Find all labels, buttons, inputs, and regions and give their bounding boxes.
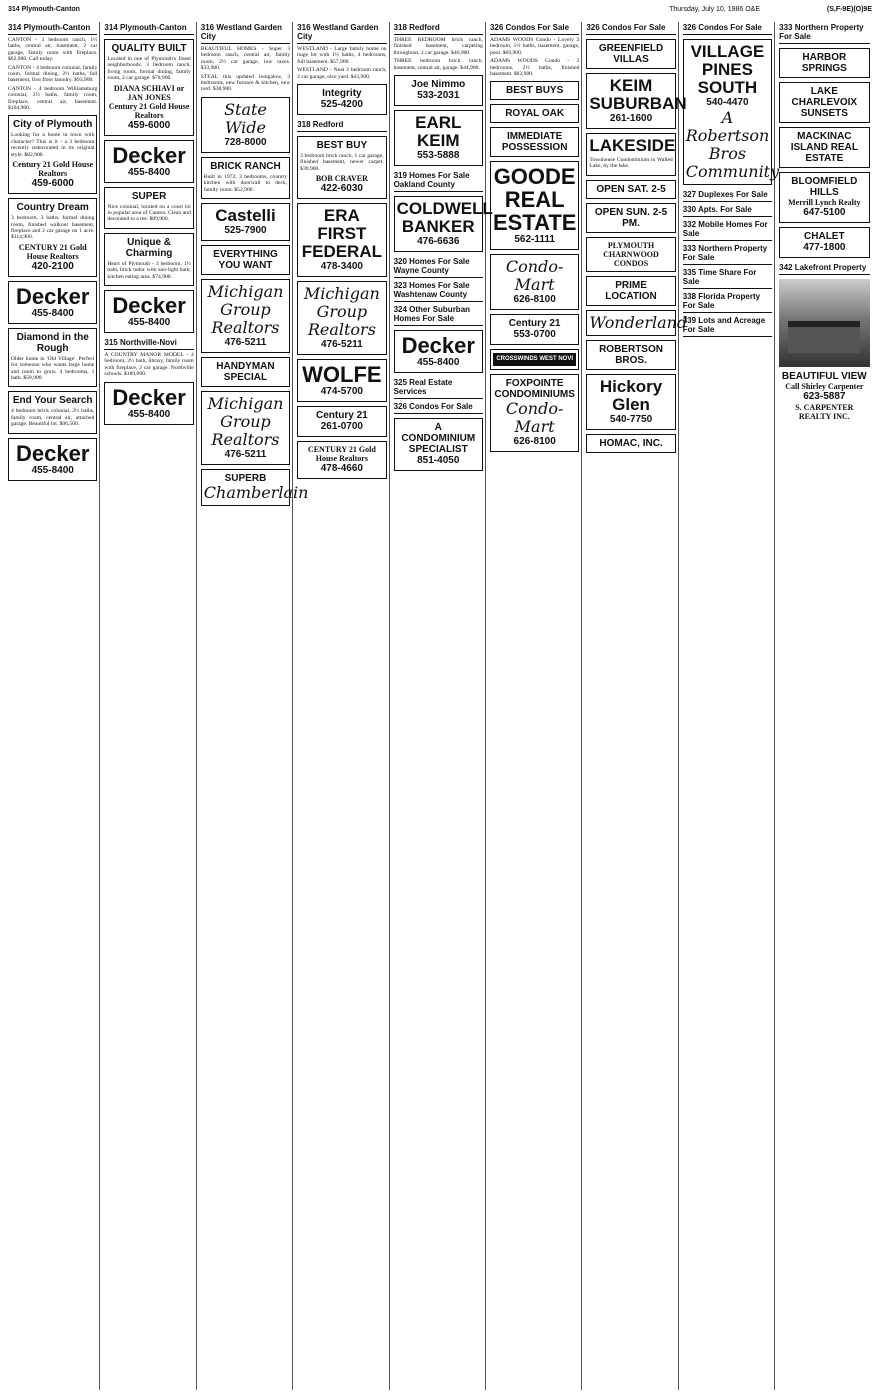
column-heading: 326 Condos For Sale [490,22,579,35]
ad-headline: Diamond in the Rough [16,331,89,354]
ad-phone: 553-0700 [513,329,556,341]
ad-brand: ROBERTSON BROS. [599,343,663,366]
display-ad [394,330,483,373]
display-ad [779,48,869,78]
ad-brand: A Robertson Bros Community [685,108,780,181]
display-ad [586,276,675,306]
masthead-section: 314 Plymouth-Canton [8,6,80,13]
ad-headline: BEST BUY [316,140,368,152]
column-heading: 318 Redford [394,22,483,35]
ad-brand: Century 21 Gold House Realtors [12,160,94,179]
display-ad [490,127,579,157]
display-ad [490,314,579,345]
ad-phone: 455-8400 [127,408,171,420]
listing: ADAMS WOODS Condo - Lovely 2 bedroom, 1½ baths, basement, garage, pool. $69,900. [489,37,580,56]
ad-brand: Century 21 Gold House Realtors [108,101,190,120]
ad-phone: 476-6636 [417,236,460,248]
display-ad [8,391,97,433]
ad-brand: Century 21 [508,318,561,330]
ad-phone: 728-8000 [224,136,267,148]
ad-headline: City of Plymouth [12,119,93,131]
column-heading: 333 Northern Property For Sale [683,243,772,265]
display-ad [586,39,675,69]
column-heading: 339 Lots and Acreage For Sale [683,315,772,337]
ad-phone: 477-1800 [803,242,846,253]
photo-caption: BEAUTIFUL VIEW [781,371,867,382]
display-ad [297,136,386,199]
ad-brand: Decker [16,283,90,309]
column-8 [681,22,780,1390]
display-ad [104,382,193,425]
display-ad [779,227,869,258]
column-heading: 320 Homes For Sale Wayne County [394,256,483,278]
ad-headline: BRICK RANCH [210,160,281,172]
ad-brand: Wonderland [589,312,688,332]
ad-headline: MACKINAC ISLAND REAL ESTATE [790,131,858,164]
ad-headline: LAKE CHARLEVOIX SUNSETS [791,86,858,119]
ad-phone: 455-8400 [31,464,74,476]
display-ad [490,349,579,370]
ad-brand: EARL KEIM [415,113,462,151]
display-ad [8,281,97,324]
ad-brand: Call Shirley Carpenter [785,382,864,391]
ad-phone: 525-4200 [320,99,363,111]
ad-brand: Hickory Glen [599,376,663,414]
ad-brand: Decker [401,333,475,359]
ad-phone: 455-8400 [127,317,171,329]
ad-text: Looking for a home in town with character? This is it - a 3 bedroom recently redecorated in its original style. $82,900. [11,132,95,158]
display-ad [297,406,386,437]
ad-phone: 476-5211 [224,337,267,349]
column-heading: 326 Condos For Sale [586,22,675,35]
ad-phone: 261-0700 [320,421,363,433]
ad-headline: Condo-Mart [505,257,564,295]
display-ad [586,237,675,272]
ad-phone: 626-8100 [513,294,556,306]
listing: CANTON - 4 bedroom Williamsburg colonial, 2½ baths, family room, fireplace, central air, basement. $104,900. [8,85,98,112]
ad-brand: COLDWELL BANKER [396,199,493,237]
display-ad [779,172,869,223]
ad-brand: Michigan Group Realtors [207,394,284,450]
column-heading: 324 Other Suburban Homes For Sale [394,304,483,326]
display-ad [104,140,193,183]
ad-brand: State Wide [224,99,267,137]
display-ad [297,441,386,479]
ad-headline: SUPERB [224,473,267,485]
column-heading: 326 Condos For Sale [683,22,772,35]
display-ad [490,81,579,100]
display-ad [104,187,193,229]
display-ad [586,374,675,430]
ad-phone: 478-4660 [320,463,363,475]
display-ad [490,161,579,250]
ad-brand: Integrity [322,88,362,100]
ad-phone: 623-5887 [803,391,846,402]
display-ad [586,340,675,370]
ad-text: Nice colonial, located on a court lot in popular area of Canton. Clean and decorated to a tee. $89,900. [107,203,191,223]
column-7 [584,22,688,1390]
listing: A COUNTRY MANOR MODEL - 4 bedroom, 2½ bath, library, family room with fireplace, 2 car garage. Northville schools. $189,000. [104,352,194,378]
ad-headline: BLOOMFIELD HILLS [791,176,858,198]
ad-brand: Castelli [215,206,276,226]
column-heading: 338 Florida Property For Sale [683,291,772,313]
ad-phone: 459-6000 [31,178,74,190]
ad-brand: Michigan Group Realtors [207,282,284,338]
listing: CANTON - 4 bedroom colonial, family room, formal dining, 2½ baths, full basement, first floor laundry. $93,900. [8,64,98,84]
display-ad [586,203,675,233]
ad-headline: Unique & Charming [125,236,173,259]
ad-phone: 422-6030 [320,183,363,195]
ad-agent: BOB CRAVER [315,174,368,184]
listing: STEAL this updated bungalow, 3 bedrooms, new furnace & kitchen, new roof. $38,900. [200,73,291,93]
ad-brand: S. CARPENTER REALTY INC. [795,403,854,421]
ad-brand: Decker [112,293,186,319]
ad-brand: Michigan Group Realtors [303,284,380,340]
ad-headline: Country Dream [16,202,89,214]
ad-headline: IMMEDIATE POSSESSION [501,131,568,154]
display-ad [8,115,97,194]
display-ad [201,97,290,153]
display-ad [8,198,97,277]
ad-headline: VILLAGE PINES SOUTH [690,42,765,97]
ad-headline: EVERYTHING YOU WANT [213,249,278,272]
ad-brand: CENTURY 21 Gold House Realtors [307,445,376,464]
ad-headline: PRIME LOCATION [605,279,657,302]
columns-container [6,22,874,1390]
column-heading: 316 Westland Garden City [201,22,290,44]
ad-brand: PLYMOUTH CHARNWOOD CONDOS [603,240,659,268]
column-heading: 314 Plymouth-Canton [8,22,97,35]
ad-brand: Decker [16,440,90,466]
column-heading: 332 Mobile Homes For Sale [683,219,772,241]
ad-headline: CROSSWINDS WEST NOVI [493,353,576,366]
display-ad [201,279,290,353]
ad-brand: HOMAC, INC. [599,437,663,449]
column-heading: 315 Northville-Novi [104,337,193,350]
column-4 [295,22,389,1390]
column-heading: 330 Apts. For Sale [683,204,772,217]
ad-brand: WOLFE [302,362,382,388]
column-heading: 327 Duplexes For Sale [683,189,772,202]
listing: WESTLAND - Neat 3 bedroom ranch, 2 car garage, nice yard. $43,900. [297,67,387,80]
listing: CANTON - 3 bedroom ranch, 1½ baths, central air, basement, 2 car garage, family room with fireplace. $62,900. Call today. [8,37,98,63]
column-heading: 335 Time Share For Sale [683,267,772,289]
display-ad [394,196,493,252]
ad-headline: LAKESIDE [589,136,676,155]
ad-brand: Decker [112,384,186,410]
display-ad [201,203,290,241]
ad-phone: 525-7900 [224,225,267,237]
listing: ADAMS WOODS Condo - 3 bedrooms, 2½ baths, finished basement. $82,900. [489,58,580,78]
column-2 [102,22,196,1390]
column-heading: 342 Lakefront Property [779,262,869,275]
column-heading: 326 Condos For Sale [394,401,483,414]
column-1 [6,22,100,1390]
ad-text: Heart of Plymouth - 3 bedroom, 1½ bath, brick tudor with sun-light bath, kitchen eating area. $74,900. [107,260,191,280]
display-ad [586,73,687,129]
display-ad [297,359,386,402]
ad-phone: 455-8400 [31,307,74,319]
display-ad [586,310,688,336]
ad-phone: 420-2100 [31,260,74,272]
ad-phone: 533-2031 [417,90,460,102]
display-ad [586,180,675,199]
ad-phone: 455-8400 [127,166,171,178]
ad-agent: DIANA SCHIAVI or JAN JONES [113,83,185,102]
display-ad [779,127,869,168]
ad-headline: OPEN SAT. 2-5 [596,183,666,195]
column-9 [777,22,871,1390]
ad-headline: GREENFIELD VILLAS [598,43,664,65]
ad-text: Townhouse Condominium in Walled Lake, by the lake. [589,157,673,170]
display-ad [8,438,97,481]
ad-headline: End Your Search [12,395,93,407]
ad-brand: ERA FIRST FEDERAL [301,206,382,262]
ad-phone: 455-8400 [417,357,460,369]
masthead-code: (S,F-9E)(O)9E [826,6,872,13]
ad-phone: 261-1600 [609,113,653,124]
column-5 [392,22,493,1390]
ad-phone: 540-4470 [706,97,749,108]
masthead-date: Thursday, July 10, 1986 O&E [669,6,760,13]
ad-phone: 478-3400 [320,261,363,273]
column-heading: 325 Real Estate Services [394,377,483,399]
display-ad [201,157,290,199]
display-ad [104,290,193,333]
ad-phone: 626-8100 [513,436,556,448]
display-ad [490,254,579,310]
ad-brand: Merrill Lynch Realty [788,198,861,207]
display-ad [586,434,675,453]
house-photo [779,279,869,367]
column-heading: 319 Homes For Sale Oakland County [394,170,483,192]
ad-phone: 562-1111 [514,234,555,246]
listing: WESTLAND - Large family home on huge lot with 1½ baths, 4 bedrooms, full basement. $57,900. [297,46,387,65]
column-3 [199,22,309,1390]
page-masthead [0,4,880,16]
display-ad [297,84,386,115]
display-ad [490,104,579,123]
ad-brand: Condo-Mart [505,399,564,437]
display-ad [394,110,483,166]
display-ad [779,82,869,123]
display-ad [683,39,780,185]
display-ad [104,233,193,286]
column-heading: 316 Westland Garden City [297,22,386,44]
ad-brand: KEIM SUBURBAN [589,76,687,113]
display-ad [201,469,309,506]
column-heading: 318 Redford [297,119,386,132]
ad-phone: 553-5888 [417,150,460,162]
listing: THREE bedroom brick ranch, basement, central air, garage. $44,900. [393,58,483,71]
column-heading: 314 Plymouth-Canton [104,22,193,35]
ad-brand: Chamberlain [203,483,309,503]
ad-phone: 647-5100 [803,207,846,218]
ad-phone: 476-5211 [224,449,267,461]
ad-headline: HANDYMAN SPECIAL [216,361,275,384]
ad-headline: OPEN SUN. 2-5 PM. [594,206,668,229]
ad-phone: 459-6000 [127,119,171,131]
ad-phone: 540-7750 [609,413,653,425]
ad-brand: Century 21 [316,410,368,422]
ad-headline: FOXPOINTE CONDOMINIUMS [494,378,575,401]
ad-headline: SUPER [131,190,167,202]
display-ad [586,133,675,176]
ad-phone: 474-5700 [320,386,363,398]
column-heading: 333 Northern Property For Sale [779,22,869,44]
ad-agent: Joe Nimmo [411,79,466,91]
ad-text: Older home in 'Old Village'. Perfect for someone who wants large home and room to grow. 4 bedrooms, 1 bath. $58,900. [11,355,95,381]
ad-phone: 851-4050 [417,455,460,467]
display-ad [490,374,579,452]
display-ad [201,245,290,275]
ad-text: Built in 1972, 3 bedrooms, country kitchen with doorwall to deck, family room. $52,900. [203,173,288,193]
ad-headline: A CONDOMINIUM SPECIALIST [401,422,476,456]
display-ad [201,357,290,387]
display-ad [394,75,483,106]
display-ad [297,281,386,355]
ad-brand: GOODE REAL ESTATE [492,164,577,236]
display-ad [201,391,290,465]
listing: THREE BEDROOM brick ranch, finished basement, carpeting throughout, 2 car garage. $46,900. [393,37,483,56]
ad-brand: CENTURY 21 Gold House Realtors [18,242,87,261]
ad-brand: Decker [112,142,186,168]
display-ad [297,203,386,277]
ad-text: Located in one of Plymouth's finest neighborhoods. 3 bedroom ranch, living room, formal dining, family room, 2 car garage. $78,900. [107,56,191,82]
ad-headline: QUALITY BUILT [111,43,187,54]
ad-headline: CHALET [804,231,845,242]
column-6 [488,22,582,1390]
ad-phone: 476-5211 [321,339,363,351]
ad-text: 4 bedroom brick colonial, 2½ baths, family room, central air, attached garage. Beautiful lot. $96,500. [11,408,95,428]
ad-text: 3 bedroom brick ranch, 1 car garage, finished basement, newer carpet. $39,900. [300,153,384,172]
ad-text: 3 bedroom, 3 baths, formal dining room, finished walkout basement, fireplace and 2 car garage on 1 acre. $114,900. [11,215,95,241]
display-ad [394,418,483,471]
listing: BEAUTIFUL HOMES - Super 3 bedroom ranch, central air, family room, 2½ car garage, low taxes. $33,900. [200,46,291,72]
display-ad [8,328,97,388]
ad-headline: HARBOR SPRINGS [801,52,847,74]
ad-headline: BEST BUYS [506,85,564,97]
display-ad [104,39,193,136]
column-heading: 323 Homes For Sale Washtenaw County [394,280,483,302]
ad-brand: ROYAL OAK [505,108,565,120]
